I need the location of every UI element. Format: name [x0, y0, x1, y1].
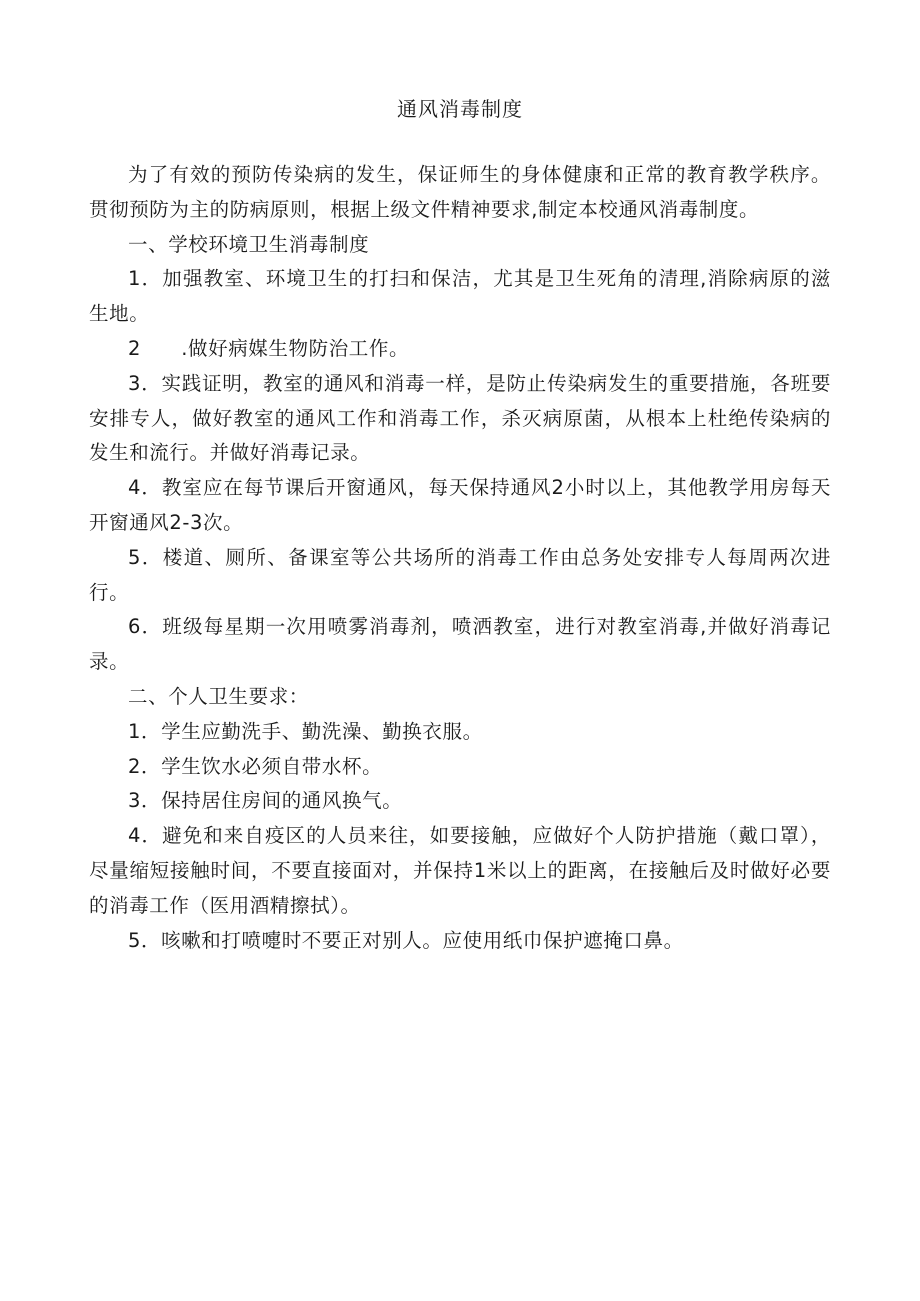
environment-item-1: 1．加强教室、环境卫生的打扫和保洁，尤其是卫生死角的清理,消除病原的滋生地。: [89, 267, 831, 326]
section-heading-environment: 一、学校环境卫生消毒制度: [128, 232, 370, 256]
environment-item-6: 6．班级每星期一次用喷雾消毒剂，喷洒教室，进行对教室消毒,并做好消毒记录。: [89, 615, 831, 674]
personal-item-2: 2．学生饮水必须自带水杯。: [128, 754, 383, 778]
personal-item-5: 5．咳嗽和打喷嚏时不要正对别人。应使用纸巾保护遮掩口鼻。: [128, 928, 684, 952]
section-heading-personal: 二、个人卫生要求：: [128, 684, 309, 708]
personal-item-3: 3．保持居住房间的通风换气。: [128, 789, 403, 813]
document-body: [89, 158, 831, 958]
environment-item-2: 2 .做好病媒生物防治工作。: [128, 336, 410, 360]
intro-paragraph: 为了有效的预防传染病的发生，保证师生的身体健康和正常的教育教学秩序。贯彻预防为主的防病原则，根据上级文件精神要求,制定本校通风消毒制度。: [89, 163, 831, 221]
environment-item-3: 3．实践证明，教室的通风和消毒一样，是防止传染病发生的重要措施，各班要安排专人，做好教室的通风工作和消毒工作，杀灭病原菌，从根本上杜绝传染病的发生和流行。并做好消毒记录。: [89, 371, 831, 465]
personal-item-4: 4．避免和来自疫区的人员来往，如要接触，应做好个人防护措施（戴口罩），尽量缩短接触时间，不要直接面对，并保持1米以上的距离，在接触后及时做好必要的消毒工作（医用酒精擦拭）。: [89, 824, 831, 917]
environment-item-4: 4．教室应在每节课后开窗通风，每天保持通风2小时以上，其他教学用房每天开窗通风2-3次。: [89, 476, 831, 534]
personal-item-1: 1．学生应勤洗手、勤洗澡、勤换衣服。: [128, 719, 483, 743]
environment-item-5: 5．楼道、厕所、备课室等公共场所的消毒工作由总务处安排专人每周两次进行。: [89, 545, 831, 604]
document-title: 通风消毒制度: [397, 97, 523, 121]
